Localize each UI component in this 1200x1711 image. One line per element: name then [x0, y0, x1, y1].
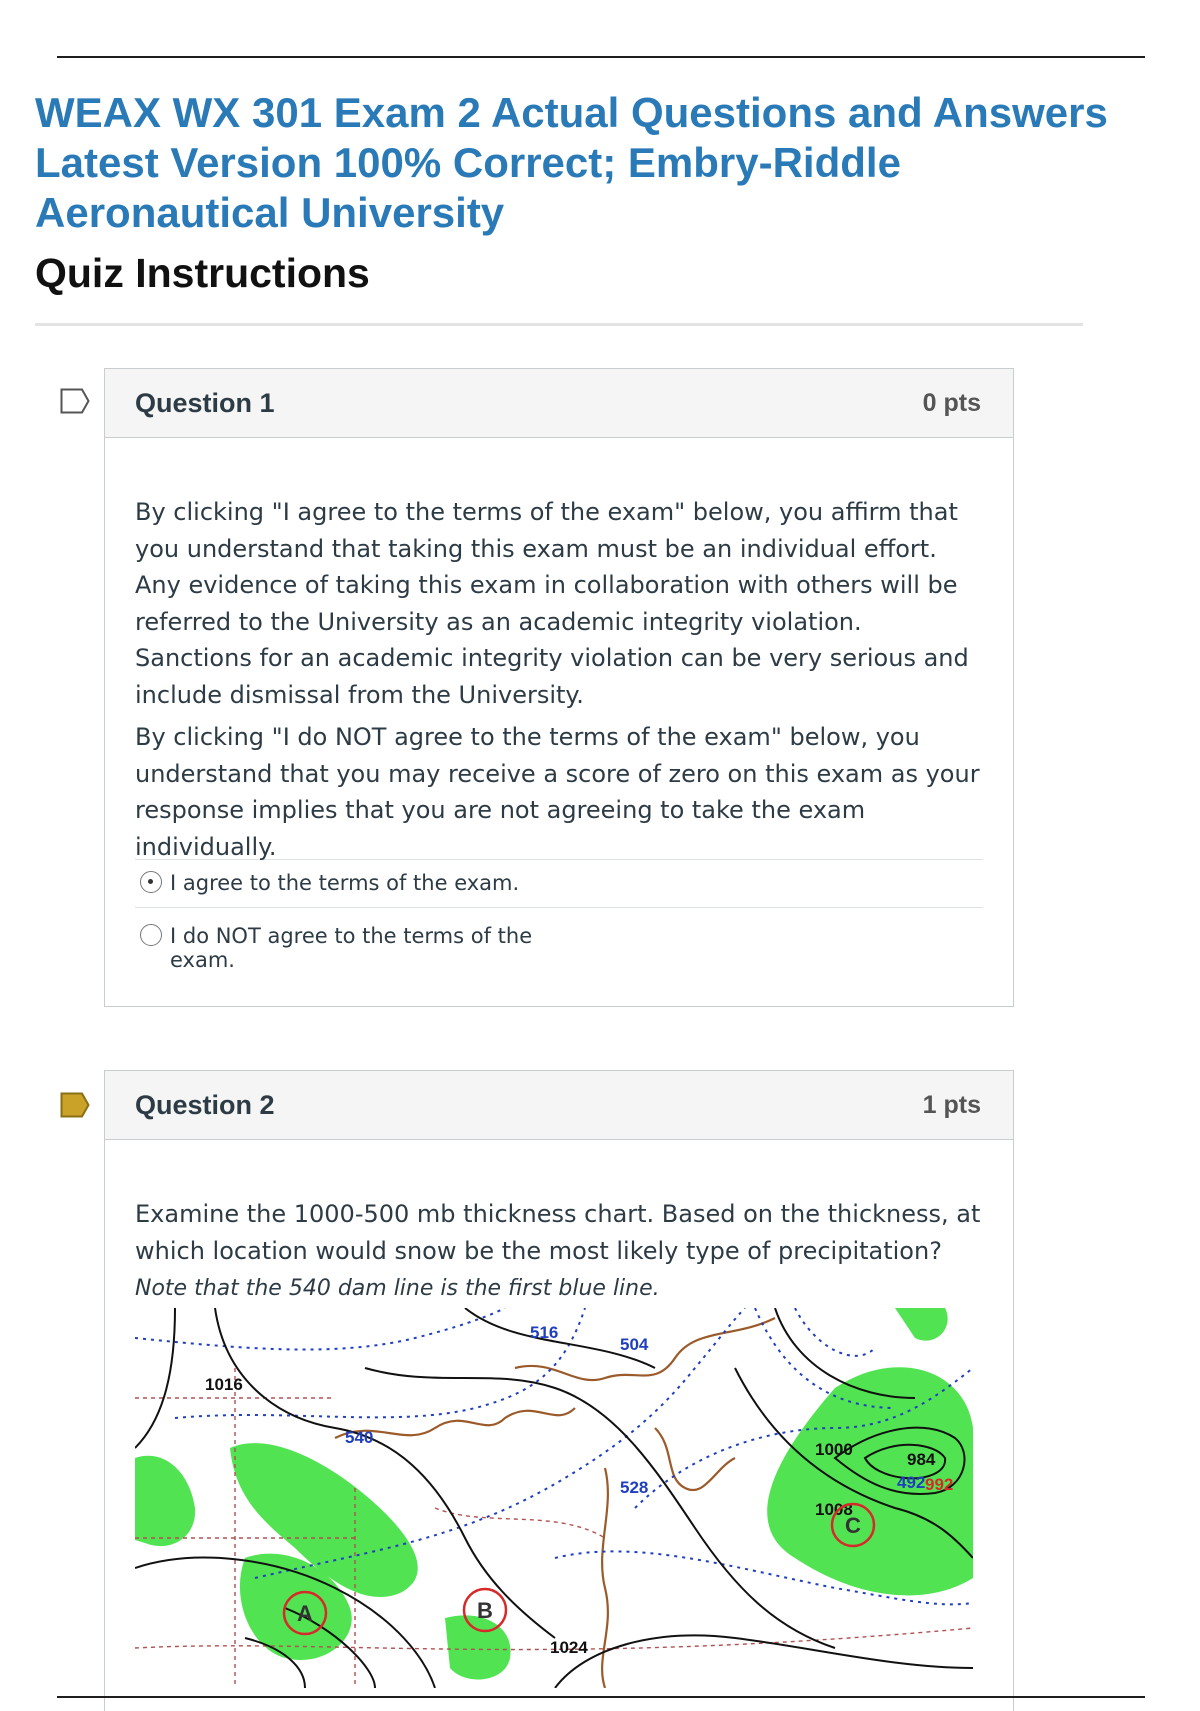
document-title: WEAX WX 301 Exam 2 Actual Questions and Answers Latest Version 100% Correct; Embry-Riddle Aeronautical University: [35, 89, 1108, 236]
label-504: 504: [620, 1334, 649, 1354]
label-984: 984: [907, 1449, 936, 1469]
label-516: 516: [530, 1322, 559, 1342]
top-rule: [57, 56, 1145, 58]
location-b-label: B: [477, 1597, 493, 1623]
bottom-rule: [57, 1696, 1145, 1698]
answer-label: I do NOT agree to the terms of the exam.: [170, 924, 533, 972]
label-492: 492: [897, 1472, 926, 1492]
label-528: 528: [620, 1477, 649, 1497]
label-992: 992: [925, 1474, 954, 1494]
radio-unselected-icon[interactable]: [140, 924, 162, 946]
question-2-note: Note that the 540 dam line is the first blue line.: [135, 1276, 660, 1301]
question-1-paragraph: By clicking "I do NOT agree to the terms of the exam" below, you understand that you may receive a score of zero on this exam as your response implies that you are not agreeing to take the exam individually.: [135, 723, 980, 861]
question-1-card: [104, 368, 1014, 1007]
heading-divider: [35, 323, 1083, 326]
answer-agree[interactable]: [135, 859, 983, 907]
thickness-chart-image: [135, 1308, 973, 1688]
question-2-text: [135, 1140, 985, 1308]
question-2-header: [105, 1071, 1013, 1140]
flag-question-icon[interactable]: [60, 388, 90, 414]
label-1008: 1008: [815, 1499, 853, 1519]
question-1-title: Question 1: [135, 387, 275, 418]
answer-disagree[interactable]: [135, 907, 983, 984]
flag-question-icon[interactable]: [60, 1092, 90, 1118]
location-c-label: C: [845, 1512, 861, 1538]
question-1-points: 0 pts: [922, 388, 981, 417]
label-540: 540: [345, 1427, 374, 1447]
question-2-prompt: [135, 1196, 985, 1308]
location-a-label: A: [297, 1600, 313, 1626]
question-1-text: [135, 438, 983, 865]
question-1-answers: [135, 859, 983, 984]
question-1-header: [105, 369, 1013, 438]
question-1-paragraph: By clicking "I agree to the terms of the exam" below, you affirm that you understand that taking this exam must be an individual effort. Any evidence of taking this exam in collaboration with others will be referred to the University as an academic integrity violation. Sanctions for an academic integrity violation can be very serious and include dismissal from the University.: [135, 498, 969, 709]
quiz-instructions-heading: Quiz Instructions: [35, 250, 370, 296]
label-1024: 1024: [550, 1637, 588, 1657]
question-2-card: [104, 1070, 1014, 1711]
radio-selected-icon[interactable]: [140, 871, 162, 893]
question-2-title: Question 2: [135, 1089, 275, 1120]
label-1000: 1000: [815, 1439, 853, 1459]
question-2-points: 1 pts: [922, 1090, 981, 1119]
label-1016: 1016: [205, 1374, 243, 1394]
answer-label: I agree to the terms of the exam.: [170, 871, 520, 895]
question-2-prompt-text: Examine the 1000-500 mb thickness chart. Based on the thickness, at which location would snow be the most likely type of precipitation?: [135, 1200, 981, 1265]
